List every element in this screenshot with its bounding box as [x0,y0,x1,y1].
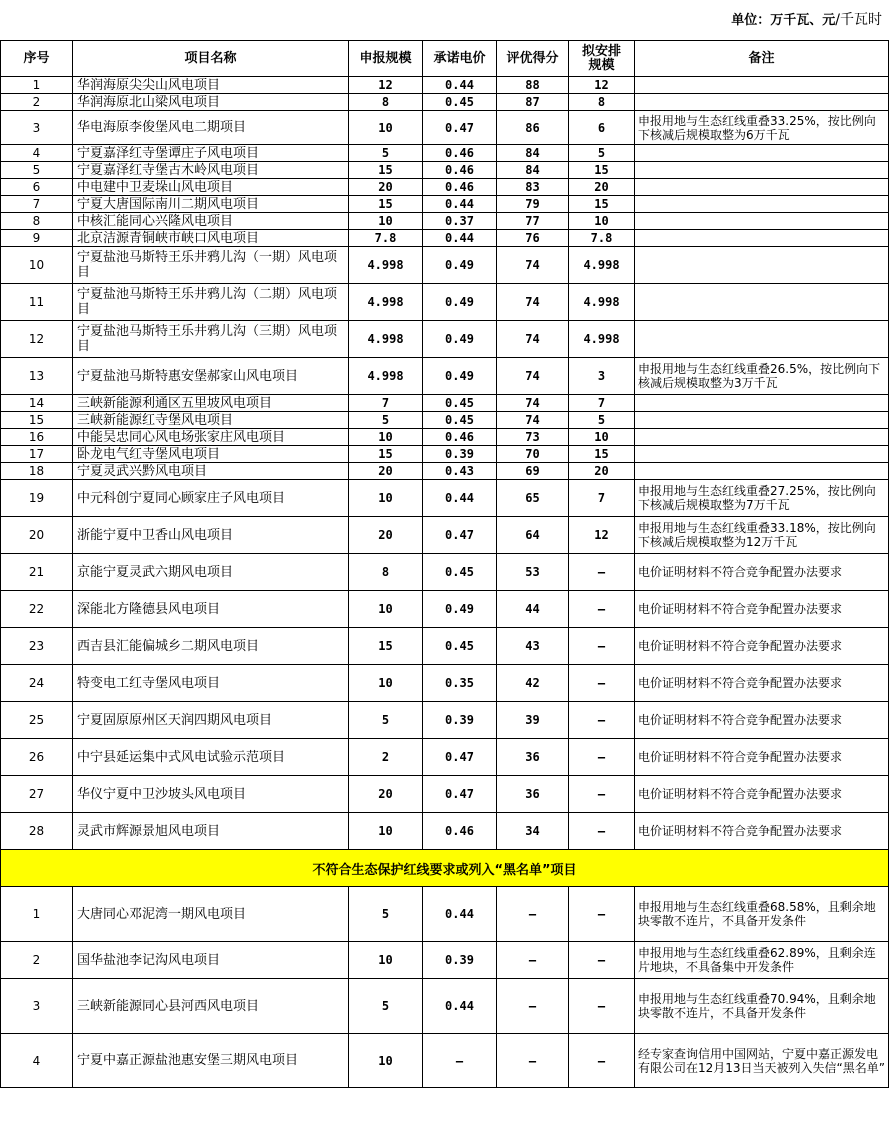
row-plan: – [569,591,635,628]
row-seq: 2 [1,942,73,979]
row-price: 0.45 [423,94,497,111]
row-price: – [423,1034,497,1088]
row-seq: 28 [1,813,73,850]
row-scale: 8 [349,94,423,111]
row-project-name: 三峡新能源利通区五里坡风电项目 [73,395,349,412]
row-remark: 申报用地与生态红线重叠33.18%，按比例向下核减后规模取整为12万千瓦 [635,517,889,554]
row-price: 0.44 [423,230,497,247]
row-price: 0.46 [423,179,497,196]
row-scale: 4.998 [349,358,423,395]
row-plan: 10 [569,429,635,446]
row-score: – [497,942,569,979]
row-seq: 9 [1,230,73,247]
header-plan [569,41,635,77]
row-scale: 10 [349,1034,423,1088]
row-remark: 电价证明材料不符合竞争配置办法要求 [635,554,889,591]
row-scale: 15 [349,196,423,213]
row-price: 0.47 [423,517,497,554]
row-scale: 4.998 [349,284,423,321]
row-scale: 10 [349,813,423,850]
row-project-name: 卧龙电气红寺堡风电项目 [73,446,349,463]
row-price: 0.43 [423,463,497,480]
row-score: 74 [497,412,569,429]
table-row [1,321,889,358]
row-price: 0.49 [423,284,497,321]
header-seq: 序号 [1,41,73,77]
row-remark [635,196,889,213]
unit-suffix: /千瓦时 [835,12,882,28]
row-plan: 7.8 [569,230,635,247]
row-remark: 申报用地与生态红线重叠26.5%，按比例向下核减后规模取整为3万千瓦 [635,358,889,395]
row-seq: 3 [1,111,73,145]
row-price: 0.45 [423,628,497,665]
row-price: 0.46 [423,429,497,446]
row-seq: 21 [1,554,73,591]
table-row [1,776,889,813]
row-scale: 20 [349,776,423,813]
row-price: 0.44 [423,979,497,1034]
row-plan: – [569,813,635,850]
row-price: 0.45 [423,412,497,429]
row-project-name: 宁夏盐池马斯特惠安堡郝家山风电项目 [73,358,349,395]
row-score: 74 [497,247,569,284]
table-row [1,887,889,942]
row-seq: 6 [1,179,73,196]
row-seq: 14 [1,395,73,412]
row-plan: 4.998 [569,321,635,358]
row-score: 84 [497,162,569,179]
row-scale: 10 [349,213,423,230]
table-row [1,628,889,665]
row-project-name: 中宁县延运集中式风电试验示范项目 [73,739,349,776]
row-scale: 10 [349,480,423,517]
row-project-name: 特变电工红寺堡风电项目 [73,665,349,702]
table-row [1,739,889,776]
row-remark [635,230,889,247]
table-row [1,463,889,480]
row-price: 0.49 [423,358,497,395]
row-remark [635,77,889,94]
row-project-name: 中电建中卫麦垛山风电项目 [73,179,349,196]
unit-text: 单位：万千瓦、元 [731,13,836,28]
header-price: 承诺电价 [423,41,497,77]
row-price: 0.46 [423,145,497,162]
header-scale: 申报规模 [349,41,423,77]
row-score: 86 [497,111,569,145]
row-score: 64 [497,517,569,554]
row-scale: 4.998 [349,247,423,284]
table-row [1,979,889,1034]
table-row [1,813,889,850]
row-seq: 4 [1,145,73,162]
row-seq: 20 [1,517,73,554]
table-row [1,247,889,284]
row-plan: – [569,554,635,591]
row-scale: 12 [349,77,423,94]
row-project-name: 浙能宁夏中卫香山风电项目 [73,517,349,554]
row-scale: 7.8 [349,230,423,247]
row-plan: 4.998 [569,247,635,284]
row-plan: 8 [569,94,635,111]
row-plan: 3 [569,358,635,395]
row-seq: 8 [1,213,73,230]
row-project-name: 宁夏中嘉正源盐池惠安堡三期风电项目 [73,1034,349,1088]
row-plan: 15 [569,196,635,213]
header-row [1,41,889,77]
row-project-name: 宁夏固原原州区天润四期风电项目 [73,702,349,739]
row-seq: 11 [1,284,73,321]
row-scale: 10 [349,665,423,702]
row-plan: 10 [569,213,635,230]
row-plan: 15 [569,446,635,463]
row-project-name: 宁夏盐池马斯特王乐井鸦儿沟（一期）风电项目 [73,247,349,284]
row-plan: 20 [569,463,635,480]
row-price: 0.44 [423,887,497,942]
row-remark [635,94,889,111]
table-row [1,179,889,196]
row-price: 0.47 [423,739,497,776]
row-score: 36 [497,739,569,776]
row-project-name: 深能北方隆德县风电项目 [73,591,349,628]
table-row [1,358,889,395]
row-price: 0.49 [423,247,497,284]
row-plan: – [569,665,635,702]
row-price: 0.49 [423,591,497,628]
row-plan: 4.998 [569,284,635,321]
row-project-name: 华润海原尖尖山风电项目 [73,77,349,94]
row-seq: 15 [1,412,73,429]
row-scale: 10 [349,942,423,979]
row-price: 0.44 [423,196,497,213]
table-row [1,162,889,179]
row-scale: 20 [349,179,423,196]
row-remark: 电价证明材料不符合竞争配置办法要求 [635,628,889,665]
row-scale: 5 [349,412,423,429]
row-seq: 19 [1,480,73,517]
row-scale: 8 [349,554,423,591]
row-remark [635,412,889,429]
row-scale: 5 [349,145,423,162]
row-project-name: 国华盐池李记沟风电项目 [73,942,349,979]
row-score: 88 [497,77,569,94]
row-project-name: 中元科创宁夏同心顾家庄子风电项目 [73,480,349,517]
row-score: 74 [497,284,569,321]
row-project-name: 宁夏灵武兴黔风电项目 [73,463,349,480]
row-score: 73 [497,429,569,446]
row-remark: 申报用地与生态红线重叠62.89%，且剩余连片地块，不具备集中开发条件 [635,942,889,979]
row-plan: – [569,887,635,942]
row-score: 65 [497,480,569,517]
table-row [1,1034,889,1088]
row-price: 0.44 [423,77,497,94]
row-score: 69 [497,463,569,480]
row-remark [635,213,889,230]
row-scale: 20 [349,517,423,554]
row-score: 76 [497,230,569,247]
row-price: 0.39 [423,702,497,739]
row-remark [635,284,889,321]
row-remark: 申报用地与生态红线重叠33.25%，按比例向下核减后规模取整为6万千瓦 [635,111,889,145]
table-row [1,94,889,111]
row-plan: – [569,776,635,813]
row-scale: 5 [349,979,423,1034]
row-remark: 申报用地与生态红线重叠70.94%，且剩余地块零散不连片，不具备开发条件 [635,979,889,1034]
row-price: 0.46 [423,162,497,179]
row-seq: 22 [1,591,73,628]
row-project-name: 宁夏盐池马斯特王乐井鸦儿沟（三期）风电项目 [73,321,349,358]
row-project-name: 华仪宁夏中卫沙坡头风电项目 [73,776,349,813]
row-plan: 7 [569,480,635,517]
row-scale: 5 [349,887,423,942]
table-row [1,702,889,739]
table-row [1,230,889,247]
row-score: 77 [497,213,569,230]
row-score: 70 [497,446,569,463]
row-seq: 13 [1,358,73,395]
row-seq: 7 [1,196,73,213]
table-row [1,591,889,628]
project-table [0,40,889,1088]
row-plan: 12 [569,517,635,554]
row-project-name: 西吉县汇能偏城乡二期风电项目 [73,628,349,665]
row-remark: 电价证明材料不符合竞争配置办法要求 [635,739,889,776]
table-row [1,111,889,145]
row-price: 0.49 [423,321,497,358]
header-name: 项目名称 [73,41,349,77]
row-project-name: 宁夏大唐国际南川二期风电项目 [73,196,349,213]
row-score: – [497,887,569,942]
row-score: 74 [497,358,569,395]
row-price: 0.46 [423,813,497,850]
row-seq: 24 [1,665,73,702]
row-project-name: 华润海原北山梁风电项目 [73,94,349,111]
row-seq: 23 [1,628,73,665]
row-remark: 电价证明材料不符合竞争配置办法要求 [635,813,889,850]
row-price: 0.47 [423,111,497,145]
row-score: 74 [497,321,569,358]
row-seq: 1 [1,887,73,942]
row-scale: 10 [349,111,423,145]
row-remark [635,395,889,412]
row-project-name: 宁夏嘉泽红寺堡古木岭风电项目 [73,162,349,179]
row-score: 44 [497,591,569,628]
row-scale: 15 [349,446,423,463]
table-row [1,429,889,446]
table-row [1,517,889,554]
row-price: 0.44 [423,480,497,517]
row-plan: 20 [569,179,635,196]
table-row [1,480,889,517]
row-project-name: 华电海原李俊堡风电二期项目 [73,111,349,145]
row-score: – [497,979,569,1034]
row-plan: 7 [569,395,635,412]
row-score: 42 [497,665,569,702]
row-score: 34 [497,813,569,850]
row-seq: 4 [1,1034,73,1088]
row-score: 74 [497,395,569,412]
row-project-name: 中能吴忠同心风电场张家庄风电项目 [73,429,349,446]
row-remark [635,429,889,446]
row-plan: 5 [569,145,635,162]
header-plan-top: 拟安排 [581,43,621,59]
row-plan: – [569,979,635,1034]
row-seq: 26 [1,739,73,776]
row-price: 0.39 [423,446,497,463]
table-row [1,196,889,213]
row-remark [635,321,889,358]
row-plan: – [569,702,635,739]
row-remark: 电价证明材料不符合竞争配置办法要求 [635,665,889,702]
row-score: 43 [497,628,569,665]
row-seq: 3 [1,979,73,1034]
row-seq: 16 [1,429,73,446]
row-scale: 5 [349,702,423,739]
row-project-name: 北京洁源青铜峡市峡口风电项目 [73,230,349,247]
row-score: 79 [497,196,569,213]
row-remark [635,179,889,196]
table-row [1,213,889,230]
header-remark: 备注 [635,41,889,77]
row-plan: – [569,942,635,979]
table-row [1,942,889,979]
row-seq: 12 [1,321,73,358]
row-seq: 5 [1,162,73,179]
row-project-name: 京能宁夏灵武六期风电项目 [73,554,349,591]
row-plan: – [569,628,635,665]
row-price: 0.47 [423,776,497,813]
row-remark: 申报用地与生态红线重叠27.25%，按比例向下核减后规模取整为7万千瓦 [635,480,889,517]
row-scale: 15 [349,628,423,665]
row-project-name: 灵武市辉源景旭风电项目 [73,813,349,850]
row-score: 87 [497,94,569,111]
row-scale: 15 [349,162,423,179]
row-remark: 电价证明材料不符合竞争配置办法要求 [635,591,889,628]
row-score: 84 [497,145,569,162]
row-scale: 10 [349,591,423,628]
row-score: 83 [497,179,569,196]
table-row [1,145,889,162]
row-remark [635,145,889,162]
row-scale: 7 [349,395,423,412]
row-seq: 25 [1,702,73,739]
row-seq: 2 [1,94,73,111]
row-project-name: 宁夏盐池马斯特王乐井鸦儿沟（二期）风电项目 [73,284,349,321]
row-remark: 经专家查询信用中国网站，宁夏中嘉正源发电有限公司在12月13日当天被列入失信“黑名单” [635,1034,889,1088]
row-project-name: 宁夏嘉泽红寺堡谭庄子风电项目 [73,145,349,162]
row-price: 0.35 [423,665,497,702]
row-remark: 电价证明材料不符合竞争配置办法要求 [635,776,889,813]
row-remark: 电价证明材料不符合竞争配置办法要求 [635,702,889,739]
row-remark [635,162,889,179]
row-scale: 4.998 [349,321,423,358]
table-row [1,284,889,321]
row-score: 36 [497,776,569,813]
table-row [1,77,889,94]
row-plan: – [569,739,635,776]
row-price: 0.45 [423,395,497,412]
row-remark [635,446,889,463]
row-plan: – [569,1034,635,1088]
row-score: 39 [497,702,569,739]
table-row [1,412,889,429]
row-price: 0.37 [423,213,497,230]
row-price: 0.45 [423,554,497,591]
row-scale: 10 [349,429,423,446]
section-title: 不符合生态保护红线要求或列入“黑名单”项目 [1,850,889,887]
row-remark: 申报用地与生态红线重叠68.58%，且剩余地块零散不连片，不具备开发条件 [635,887,889,942]
row-score: 53 [497,554,569,591]
table-row [1,554,889,591]
row-project-name: 三峡新能源同心县河西风电项目 [73,979,349,1034]
row-plan: 12 [569,77,635,94]
table-row [1,665,889,702]
main-body [1,77,889,850]
row-project-name: 大唐同心邓泥湾一期风电项目 [73,887,349,942]
row-seq: 17 [1,446,73,463]
unit-label [0,0,882,40]
row-score: – [497,1034,569,1088]
excluded-body [1,887,889,1088]
row-seq: 10 [1,247,73,284]
row-remark [635,247,889,284]
row-scale: 2 [349,739,423,776]
row-seq: 18 [1,463,73,480]
row-seq: 1 [1,77,73,94]
table-row [1,395,889,412]
row-plan: 15 [569,162,635,179]
row-plan: 6 [569,111,635,145]
table-row [1,446,889,463]
row-scale: 20 [349,463,423,480]
header-score: 评优得分 [497,41,569,77]
row-seq: 27 [1,776,73,813]
row-price: 0.39 [423,942,497,979]
row-plan: 5 [569,412,635,429]
header-plan-bottom: 规模 [588,57,615,73]
row-project-name: 三峡新能源红寺堡风电项目 [73,412,349,429]
section-row [1,850,889,887]
row-remark [635,463,889,480]
row-project-name: 中核汇能同心兴隆风电项目 [73,213,349,230]
